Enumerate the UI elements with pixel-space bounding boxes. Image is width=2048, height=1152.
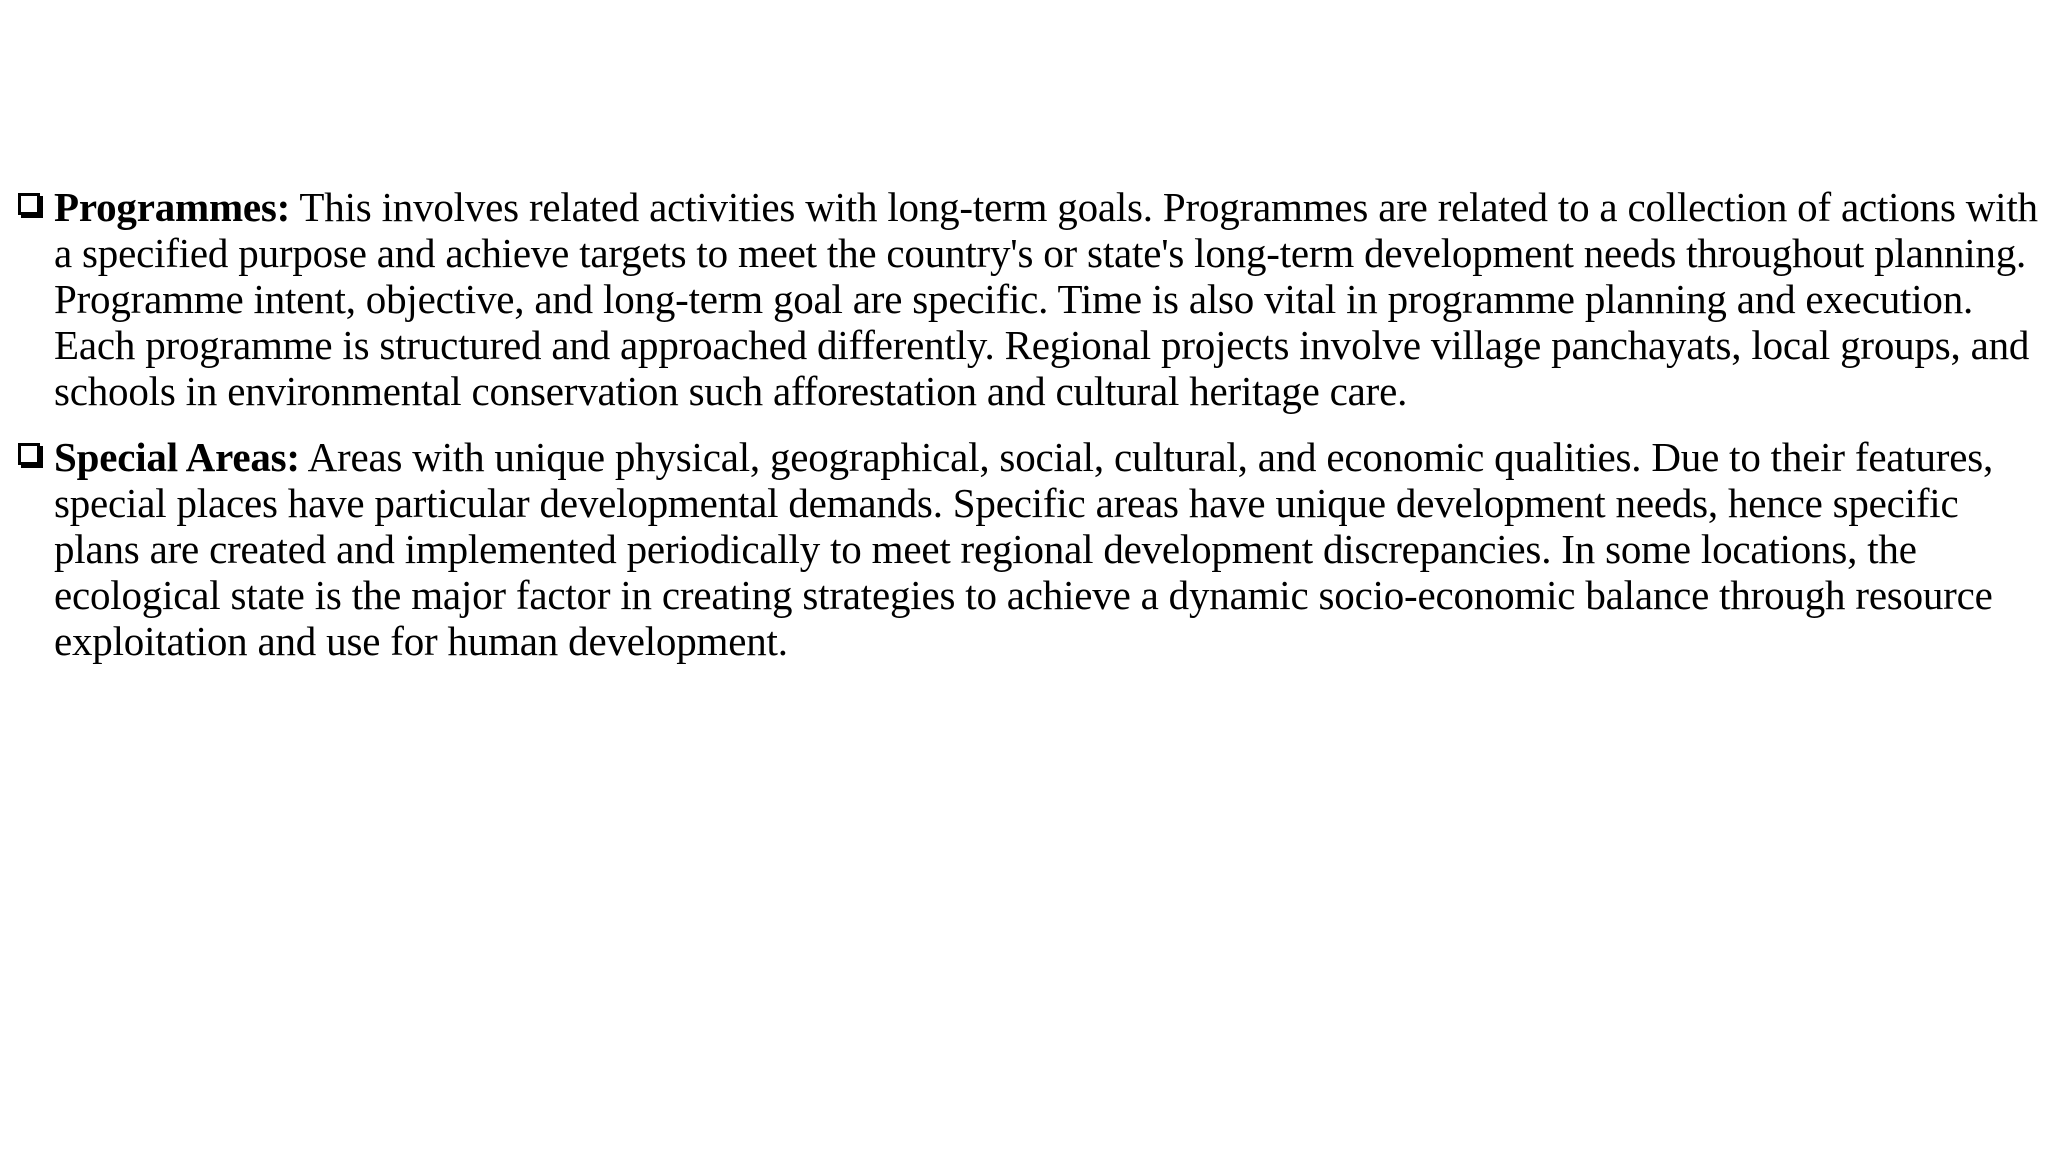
checkbox-bullet-icon (18, 193, 40, 215)
bullet-text: Areas with unique physical, geographical, social, cultural, and economic qualities. Due to their features, special places have particular developmental demands. Specific areas have unique development needs, hence specific plans are created and implemented periodically to meet regional development discrepancies. In some locations, the ecological state is the major factor in creating strategies to achieve a dynamic socio-economic balance through resource exploitation and use for human development. (54, 434, 1994, 664)
checkbox-bullet-icon (18, 443, 40, 465)
bullet-item-special-areas (18, 434, 2042, 664)
bullet-text: This involves related activities with long-term goals. Programmes are related to a collection of actions with a specified purpose and achieve targets to meet the country's or state's long-term development needs throughout planning. Programme intent, objective, and long-term goal are specific. Time is also vital in programme planning and execution. Each programme is structured and approached differently. Regional projects involve village panchayats, local groups, and schools in environmental conservation such afforestation and cultural heritage care. (54, 184, 2038, 414)
bullet-term: Programmes: (54, 184, 291, 230)
bullet-term: Special Areas: (54, 434, 300, 480)
bullet-item-programmes (18, 184, 2042, 414)
bullet-list (18, 184, 2042, 684)
